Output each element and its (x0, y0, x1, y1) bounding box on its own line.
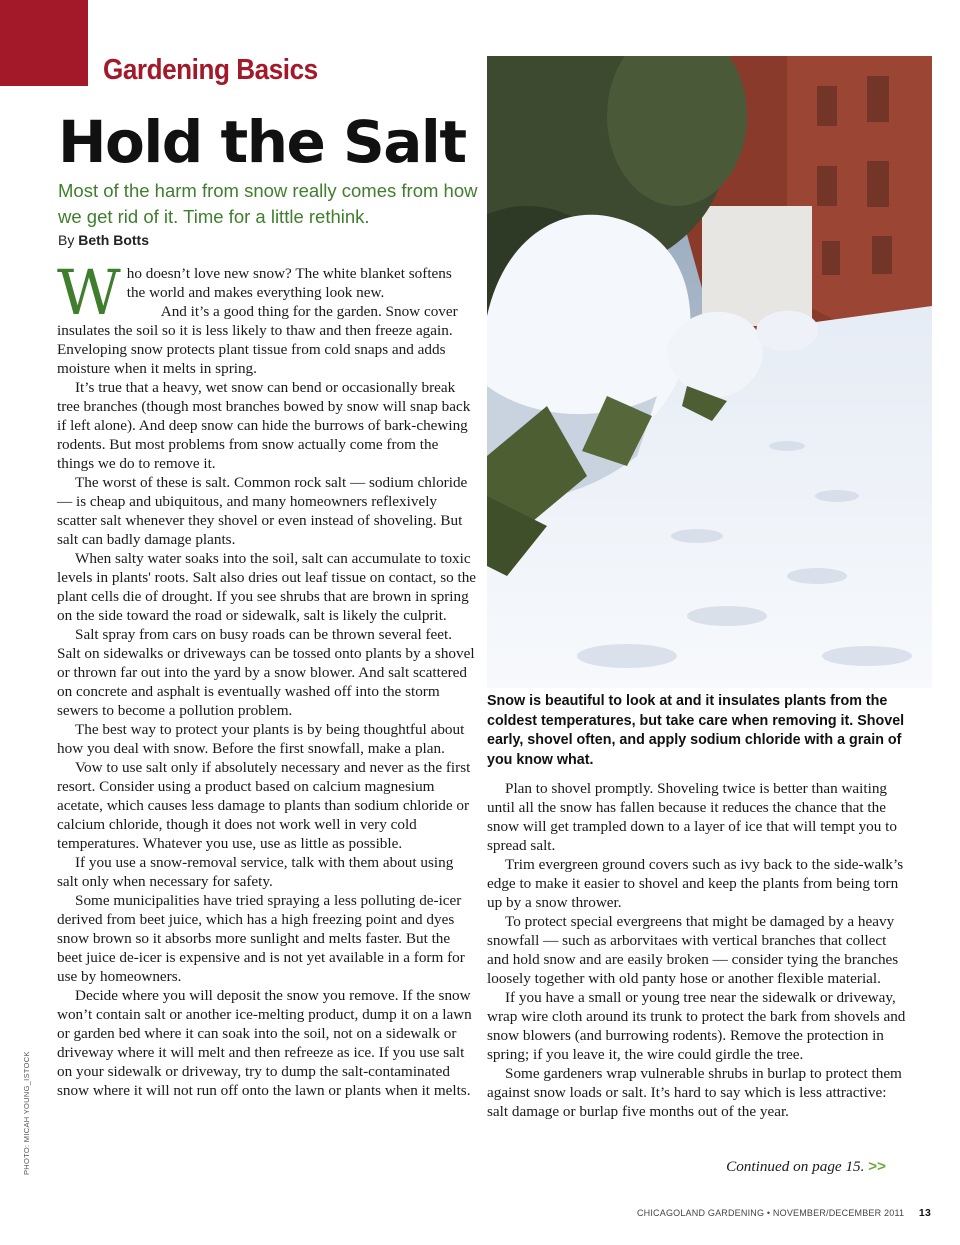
drop-cap: W (57, 256, 121, 329)
article-paragraph: Salt spray from cars on busy roads can be thrown several feet. Salt on sidewalks or driveways can be tossed onto plants by a shovel or thrown far out into the yard by a snow blower. And salt scattered on concrete and asphalt is eventually washed off into the storm sewers to become a pollution problem. (57, 626, 475, 719)
snow-photo (487, 56, 932, 688)
article-paragraph: It’s true that a heavy, wet snow can bend or occasionally break tree branches (though most branches bowed by snow will snap back if left alone). And deep snow can hide the burrows of bark-chewing rodents. But most problems from snow actually come from the things we do to remove it. (57, 379, 471, 472)
p2-rest: insulates the soil so it is less likely to thaw and then freeze again. Enveloping snow protects plant tissue from cold snaps and adds moisture when it melts in spring. (57, 322, 453, 377)
article-paragraph: Decide where you will deposit the snow you remove. If the snow won’t contain salt or another ice-melting product, dump it on a lawn or garden bed where it can soak into the soil, not on a sidewalk or driveway where it will melt and then refreeze as ice. If you use salt on your sidewalk or driveway, try to dump the salt-contaminated snow where it will not run off onto the lawn or plants when it melts. (57, 987, 472, 1099)
p1-line2: the world and makes everything look new. (126, 284, 385, 301)
article-column-left (57, 256, 477, 1100)
page-footer (637, 1207, 931, 1219)
byline-author: Beth Botts (78, 232, 150, 248)
byline (58, 232, 149, 248)
article-paragraph: Trim evergreen ground covers such as ivy back to the side-walk’s edge to make it easier to shovel and keep the plants from being torn up by a snow thrower. (487, 856, 904, 911)
article-paragraph: Some gardeners wrap vulnerable shrubs in burlap to protect them against snow loads or salt. It’s hard to say which is less attractive: salt damage or burlap five months out of the year. (487, 1065, 902, 1120)
photo-caption: Snow is beautiful to look at and it insulates plants from the coldest temperatures, but take care when removing it. Shovel early, shovel often, and apply sodium chloride with a grain of you know what. (487, 693, 905, 768)
continued-text: Continued on page 15. (726, 1158, 865, 1175)
article-paragraph: Plan to shovel promptly. Shoveling twice is better than waiting until all the snow has fallen because it reduces the chance that the snow will get trampled down to a layer of ice that will tempt you to spread salt. (487, 780, 897, 854)
photo-credit: PHOTO: MICAH YOUNG_ISTOCK (22, 1051, 31, 1175)
article-column-right (487, 779, 907, 1121)
article-paragraph: Vow to use salt only if absolutely necessary and never as the first resort. Consider using a product based on calcium magnesium acetate, which causes less damage to plants than sodium chloride or calcium chloride, though it does not work well in very cold temperatures. Whatever you use, use as little as possible. (57, 759, 471, 852)
p1-line1: ho doesn’t love new snow? The white blanket softens (126, 265, 452, 282)
article-paragraph: The best way to protect your plants is by being thoughtful about how you deal with snow. Before the first snowfall, make a plan. (57, 721, 465, 757)
article-paragraph: If you use a snow-removal service, talk with them about using salt only when necessary for safety. (57, 854, 454, 890)
p2-line1: And it’s a good thing for the garden. Snow cover (160, 303, 458, 320)
footer-publication: CHICAGOLAND GARDENING • NOVEMBER/DECEMBER 2011 (636, 1208, 905, 1218)
continued-arrows-icon: >> (868, 1158, 886, 1175)
section-label: Gardening Basics (103, 54, 318, 86)
section-color-block (0, 0, 88, 86)
article-paragraph: Some municipalities have tried spraying a less polluting de-icer derived from beet juice, which has a high freezing point and dyes snow brown so it absorbs more sunlight and melts faster. But the beet juice de-icer is expensive and is not yet available in a form for use by homeowners. (57, 892, 465, 985)
article-paragraph: To protect special evergreens that might be damaged by a heavy snowfall — such as arborvitaes with vertical branches that collect and hold snow and are easily broken — consider tying the branches loosely together with old panty hose or another flexible material. (487, 913, 899, 987)
article-paragraph: When salty water soaks into the soil, salt can accumulate to toxic levels in plants' roots. Salt also dries out leaf tissue on contact, so the plant cells die of drought. If you see shrubs that are brown in spring on the side toward the road or sidewalk, salt is likely the culprit. (57, 550, 477, 624)
article-deck: Most of the harm from snow really comes from how we get rid of it. Time for a little rethink. (58, 180, 478, 227)
byline-prefix: By (58, 232, 75, 248)
article-title: Hold the Salt (58, 108, 466, 176)
article-paragraph: If you have a small or young tree near the sidewalk or driveway, wrap wire cloth around its trunk to protect the bark from shovels and snow blowers (and burrowing rodents). Remove the protection in spring; if you leave it, the wire could girdle the tree. (487, 989, 906, 1063)
article-paragraph: The worst of these is salt. Common rock salt — sodium chloride — is cheap and ubiquitous, and many homeowners reflexively scatter salt whenever they shovel or even instead of shoveling. But salt can badly damage plants. (57, 474, 468, 548)
continued-note (726, 1158, 886, 1176)
page-number: 13 (918, 1207, 931, 1219)
